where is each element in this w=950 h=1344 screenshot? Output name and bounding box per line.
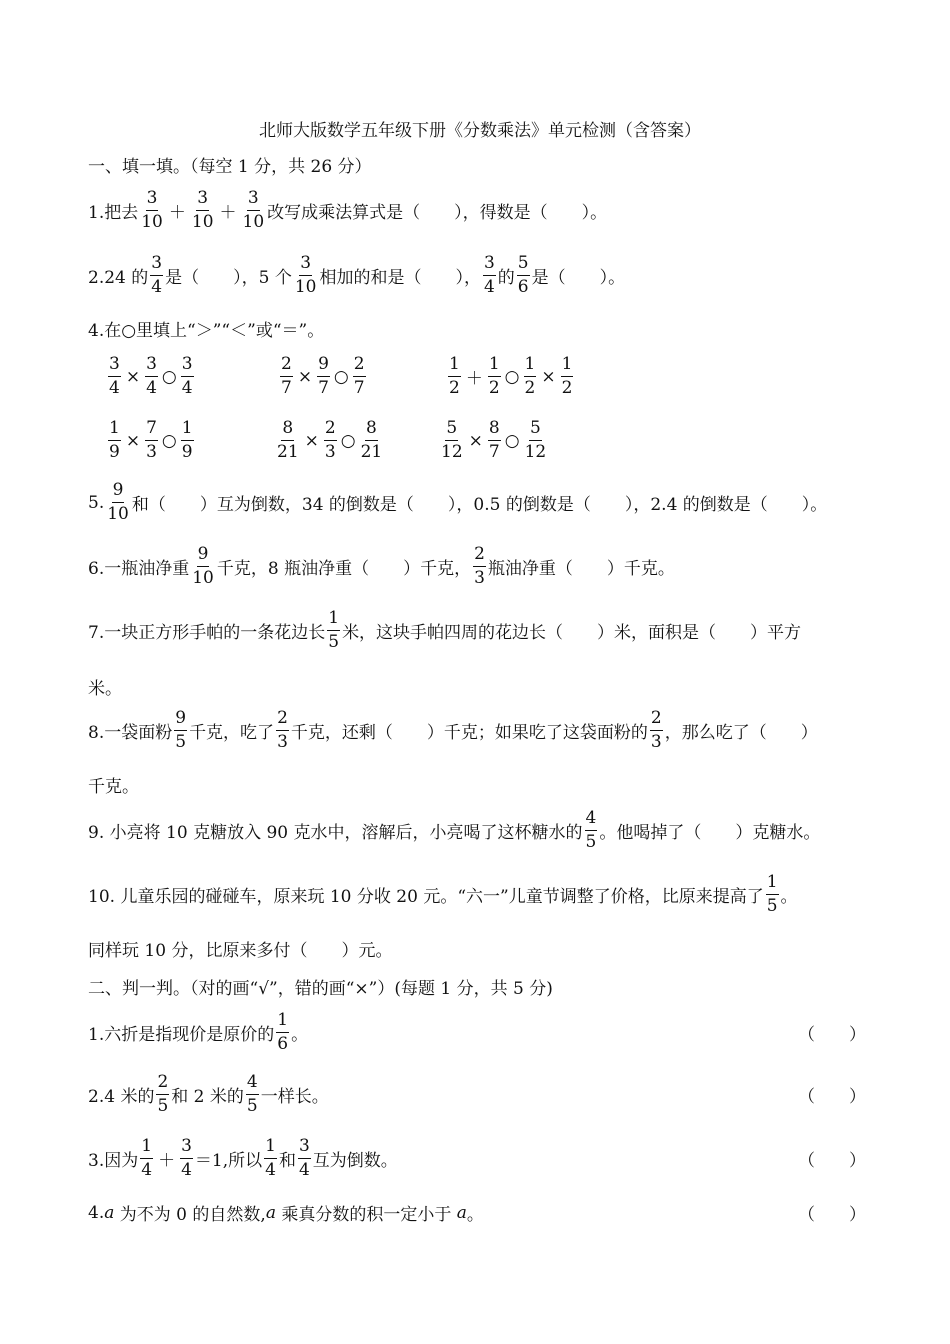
numerator: 2 <box>353 356 366 377</box>
fraction <box>145 356 158 397</box>
denominator: 7 <box>318 378 329 398</box>
denominator: 2 <box>561 378 573 398</box>
denominator: 21 <box>360 442 383 462</box>
numerator: 3 <box>181 356 194 377</box>
denominator: 10 <box>141 212 163 232</box>
denominator: 4 <box>146 378 157 398</box>
fraction <box>108 356 121 397</box>
numerator: 7 <box>145 420 158 441</box>
compare-item-5 <box>274 420 385 461</box>
text-segment: 是（ ）。 <box>531 268 626 288</box>
fraction <box>585 810 598 851</box>
text-segment: 1.六折是指现价是原价的 <box>88 1025 275 1045</box>
answer-blank[interactable]: （ ） <box>798 1025 866 1045</box>
denominator: 2 <box>524 378 536 398</box>
fraction <box>246 1074 259 1115</box>
denominator: 5 <box>157 1096 169 1116</box>
answer-circle[interactable]: ○ <box>161 366 177 387</box>
text-segment: × <box>297 366 313 387</box>
answer-circle[interactable]: ○ <box>504 430 520 451</box>
denominator: 4 <box>109 378 120 398</box>
fraction <box>174 710 187 751</box>
text-segment: ，那么吃了（ ） <box>664 723 818 743</box>
text-segment: 3.因为 <box>88 1151 139 1171</box>
fraction <box>276 420 300 461</box>
fraction <box>156 1074 169 1115</box>
answer-circle[interactable]: ○ <box>340 430 356 451</box>
fraction <box>488 420 501 461</box>
numerator: 4 <box>246 1074 259 1095</box>
fraction <box>106 482 130 523</box>
denominator: 4 <box>141 1160 153 1180</box>
answer-circle[interactable]: ○ <box>161 430 177 451</box>
numerator: 1 <box>264 1138 277 1159</box>
numerator: 1 <box>488 356 501 377</box>
denominator: 10 <box>242 212 265 232</box>
text-segment: 5. <box>88 492 105 513</box>
text-segment: 8.一袋面粉 <box>88 723 173 743</box>
denominator: 7 <box>488 442 500 462</box>
numerator: 9 <box>317 356 330 377</box>
denominator: 10 <box>191 212 214 232</box>
denominator: 7 <box>281 378 292 398</box>
compare-item-3 <box>446 356 575 397</box>
text-segment: ＋ <box>219 203 237 223</box>
fraction <box>448 356 461 397</box>
numerator: 3 <box>150 255 163 276</box>
text-segment: 乘真分数的积一定小于 <box>275 1205 457 1225</box>
fraction <box>150 255 163 296</box>
text-segment: × <box>304 430 319 451</box>
text-segment: a <box>104 1202 115 1223</box>
numerator: 1 <box>108 420 121 441</box>
question-6 <box>88 546 866 587</box>
denominator: 2 <box>449 378 460 398</box>
fraction <box>180 1138 193 1179</box>
compare-item-1 <box>106 356 196 397</box>
denominator: 6 <box>517 277 529 297</box>
fraction <box>276 710 289 751</box>
fraction <box>517 255 530 296</box>
question-9 <box>88 810 866 851</box>
question-10 <box>88 874 866 915</box>
numerator: 8 <box>488 420 501 441</box>
denominator: 4 <box>265 1160 276 1180</box>
numerator: 3 <box>145 356 158 377</box>
judge-4 <box>88 1200 866 1225</box>
denominator: 7 <box>353 378 365 398</box>
denominator: 5 <box>246 1096 258 1116</box>
answer-circle[interactable]: ○ <box>333 366 349 387</box>
fraction <box>473 546 486 587</box>
fraction <box>280 356 293 397</box>
denominator: 9 <box>181 442 193 462</box>
judge-2 <box>88 1074 866 1115</box>
text-segment: 瓶油净重（ ）千克。 <box>487 559 675 579</box>
page-title <box>0 116 950 141</box>
fraction <box>145 420 158 461</box>
question-10-continued <box>88 936 866 961</box>
text-segment: 7.一块正方形手帕的一条花边长 <box>88 623 326 643</box>
question-4 <box>88 316 866 341</box>
numerator: 8 <box>281 420 294 441</box>
fraction <box>264 1138 277 1179</box>
fraction <box>181 356 194 397</box>
fraction <box>140 1138 153 1179</box>
answer-blank[interactable]: （ ） <box>798 1205 866 1225</box>
text-segment: 6.一瓶油净重 <box>88 559 190 579</box>
text-segment: 一样长。 <box>260 1087 329 1107</box>
text-segment: 2.4 米的 <box>88 1087 155 1107</box>
numerator: 9 <box>174 710 187 731</box>
fraction <box>181 420 194 461</box>
text-segment: ＋ <box>168 203 186 223</box>
fraction <box>140 190 164 231</box>
denominator: 5 <box>766 896 778 916</box>
numerator: 2 <box>156 1074 169 1095</box>
fraction <box>524 420 548 461</box>
numerator: 4 <box>585 810 598 831</box>
denominator: 10 <box>192 568 214 588</box>
compare-item-6 <box>438 420 549 461</box>
numerator: 3 <box>299 255 312 276</box>
section1-heading <box>88 152 866 177</box>
numerator: 3 <box>108 356 121 377</box>
numerator: 3 <box>196 190 209 211</box>
answer-blank[interactable]: （ ） <box>798 1151 866 1171</box>
text-segment: 二、判一判。（对的画“√”，错的画“×”）(每题 1 分，共 5 分) <box>88 979 553 999</box>
numerator: 2 <box>276 710 289 731</box>
text-segment: 1.把去 <box>88 203 139 223</box>
text-segment: 9. 小亮将 10 克糖放入 90 克水中，溶解后，小亮喝了这杯糖水的 <box>88 823 583 843</box>
denominator: 3 <box>146 442 157 462</box>
section2-heading <box>88 974 866 999</box>
fraction <box>294 255 318 296</box>
denominator: 3 <box>474 568 485 588</box>
text-segment: ＋ <box>465 369 483 389</box>
text-segment: 为不为 0 的自然数, <box>114 1205 266 1225</box>
numerator: 1 <box>448 356 461 377</box>
answer-blank[interactable]: （ ） <box>798 1087 866 1107</box>
judge-3 <box>88 1138 866 1179</box>
numerator: 1 <box>524 356 537 377</box>
numerator: 1 <box>561 356 574 377</box>
fraction <box>191 546 215 587</box>
numerator: 1 <box>276 1012 289 1033</box>
denominator: 3 <box>277 732 288 752</box>
denominator: 5 <box>175 732 187 752</box>
fraction <box>242 190 266 231</box>
numerator: 3 <box>180 1138 193 1159</box>
numerator: 3 <box>298 1138 311 1159</box>
text-segment: 改写成乘法算式是（ ），得数是（ ）。 <box>267 203 608 223</box>
numerator: 3 <box>146 190 159 211</box>
numerator: 1 <box>140 1138 153 1159</box>
fraction <box>298 1138 311 1179</box>
denominator: 9 <box>109 442 120 462</box>
numerator: 9 <box>112 482 125 503</box>
text-segment: 2.24 的 <box>88 268 149 288</box>
numerator: 5 <box>517 255 530 276</box>
denominator: 4 <box>181 378 193 398</box>
fraction <box>327 610 340 651</box>
text-segment: 米。 <box>88 679 122 699</box>
numerator: 1 <box>181 420 194 441</box>
denominator: 10 <box>294 277 317 297</box>
text-segment: 10. 儿童乐园的碰碰车，原来玩 10 分收 20 元。“六一”儿童节调整了价格，比原来提高了 <box>88 887 764 907</box>
fraction <box>353 356 366 397</box>
denominator: 12 <box>524 442 547 462</box>
numerator: 2 <box>324 420 337 441</box>
fraction <box>650 710 663 751</box>
compare-item-2 <box>278 356 368 397</box>
text-segment: a <box>265 1202 276 1223</box>
question-8-continued <box>88 772 866 797</box>
denominator: 10 <box>107 504 129 524</box>
text-segment: 千克，吃了 <box>189 723 275 743</box>
text-segment: 千克，8 瓶油净重（ ）千克， <box>216 559 472 579</box>
text-segment: × <box>125 430 141 451</box>
question-5 <box>88 482 866 523</box>
text-segment: 。 <box>780 887 798 907</box>
fraction <box>766 874 779 915</box>
question-2 <box>88 255 866 296</box>
denominator: 4 <box>151 277 163 297</box>
text-segment: 千克，还剩（ ）千克；如果吃了这袋面粉的 <box>290 723 648 743</box>
question-7-continued <box>88 674 866 699</box>
denominator: 4 <box>298 1160 310 1180</box>
text-segment: 。他喝掉了（ ）克糖水。 <box>599 823 821 843</box>
title-text: 北师大版数学五年级下册《分数乘法》单元检测（含答案） <box>259 121 701 141</box>
text-segment: 。 <box>466 1205 484 1225</box>
text-segment: 米，这块手帕四周的花边长（ ）米，面积是（ ）平方 <box>342 623 802 643</box>
question-1 <box>88 190 866 231</box>
numerator: 5 <box>445 420 458 441</box>
numerator: 1 <box>327 610 340 631</box>
fraction <box>276 1012 289 1053</box>
numerator: 8 <box>365 420 378 441</box>
denominator: 4 <box>181 1160 192 1180</box>
numerator: 2 <box>473 546 486 567</box>
fraction <box>483 255 496 296</box>
text-segment: 和 2 米的 <box>171 1087 244 1107</box>
text-segment: × <box>541 366 556 387</box>
text-segment: 的 <box>497 268 515 288</box>
text-segment: 同样玩 10 分，比原来多付（ ）元。 <box>88 941 393 961</box>
denominator: 4 <box>483 277 495 297</box>
text-segment: 。 <box>291 1025 309 1045</box>
text-segment: a <box>456 1202 467 1223</box>
fraction <box>561 356 574 397</box>
fraction <box>488 356 501 397</box>
denominator: 3 <box>324 442 336 462</box>
denominator: 5 <box>585 832 597 852</box>
fraction <box>360 420 384 461</box>
fraction <box>524 356 537 397</box>
text-segment: 一、填一填。（每空 1 分，共 26 分） <box>88 157 372 177</box>
text-segment: ＋ <box>158 1151 176 1171</box>
compare-item-4 <box>106 420 196 461</box>
question-8 <box>88 710 866 751</box>
denominator: 21 <box>277 442 299 462</box>
text-segment: 互为倒数。 <box>312 1151 398 1171</box>
text-segment: 和 <box>278 1151 296 1171</box>
denominator: 2 <box>488 378 500 398</box>
fraction <box>440 420 464 461</box>
answer-circle[interactable]: ○ <box>504 366 520 387</box>
judge-1 <box>88 1012 866 1053</box>
numerator: 2 <box>650 710 663 731</box>
fraction <box>108 420 121 461</box>
numerator: 5 <box>529 420 542 441</box>
denominator: 5 <box>328 632 340 652</box>
text-segment: ＝1,所以 <box>194 1151 263 1171</box>
question-7 <box>88 610 866 651</box>
text-segment: 是（ ），5 个 <box>165 268 292 288</box>
text-segment: × <box>468 430 483 451</box>
denominator: 3 <box>650 732 662 752</box>
text-segment: 4. <box>88 1202 105 1223</box>
text-segment: 千克。 <box>88 777 139 797</box>
denominator: 12 <box>441 442 463 462</box>
text-segment: 和（ ）互为倒数，34 的倒数是（ ），0.5 的倒数是（ ），2.4 的倒数是（ ）。 <box>131 495 828 515</box>
fraction <box>191 190 215 231</box>
fraction <box>324 420 337 461</box>
text-segment: 4.在○里填上“＞”“＜”或“＝”。 <box>88 321 325 341</box>
text-segment: 相加的和是（ ）， <box>319 268 481 288</box>
numerator: 1 <box>766 874 779 895</box>
fraction <box>317 356 330 397</box>
text-segment: × <box>125 366 141 387</box>
numerator: 3 <box>247 190 260 211</box>
numerator: 9 <box>197 546 210 567</box>
numerator: 2 <box>280 356 293 377</box>
numerator: 3 <box>483 255 496 276</box>
denominator: 6 <box>277 1034 289 1054</box>
